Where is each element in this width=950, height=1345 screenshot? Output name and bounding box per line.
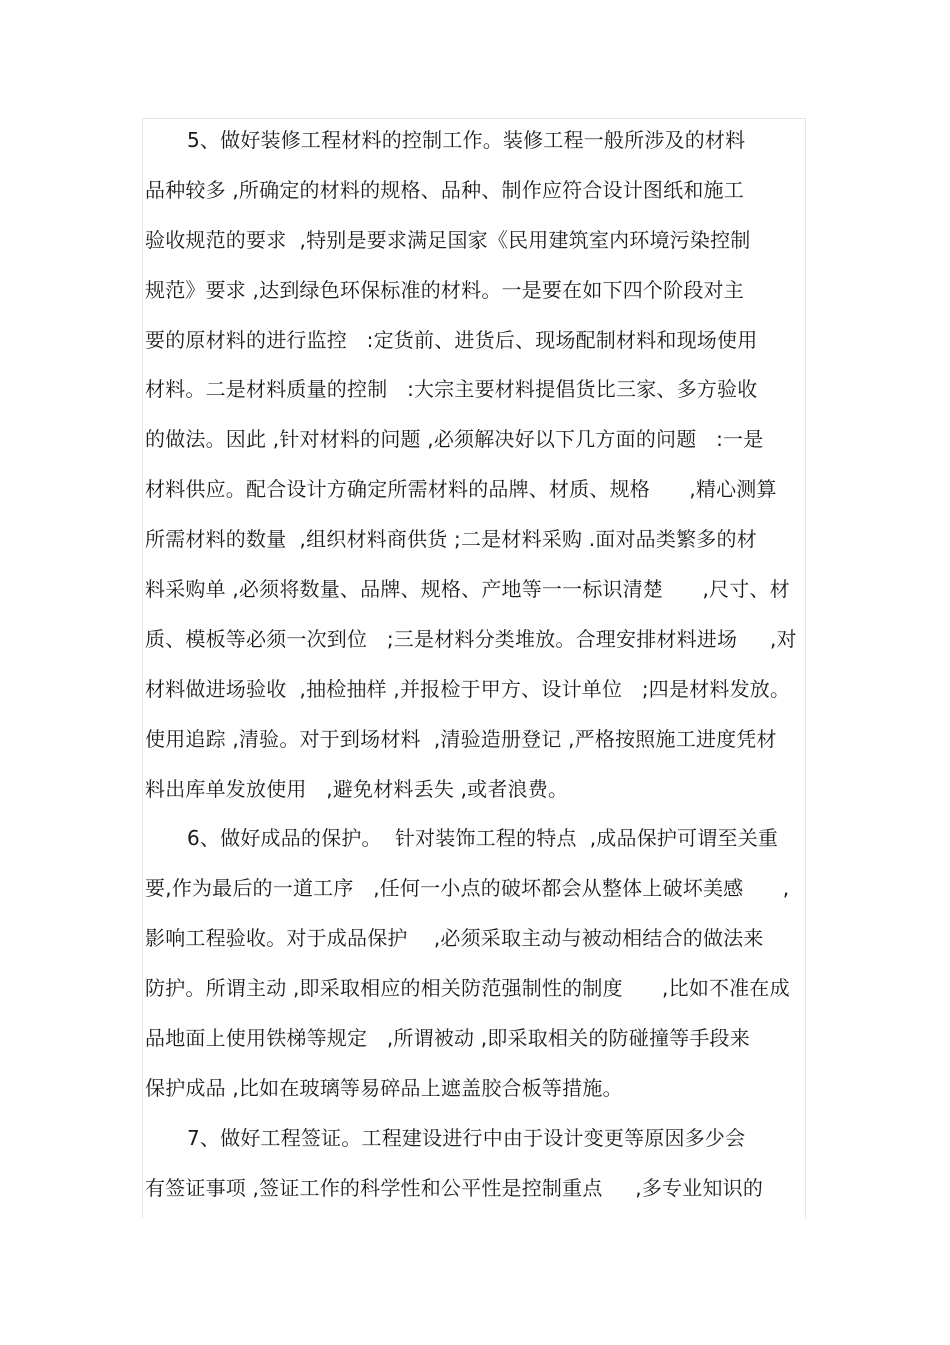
paragraph-6-line-3: 影响工程验收。对于成品保护 ,必须采取主动与被动相结合的做法来 [145,926,764,951]
paragraph-5-line-9: 所需材料的数量 ,组织材料商供货 ;二是材料采购 .面对品类繁多的材 [145,527,757,552]
paragraph-5-line-1: 5、做好装修工程材料的控制工作。装修工程一般所涉及的材料 [187,128,746,152]
paragraph-6-line-2: 要,作为最后的一道工序 ,任何一小点的破坏都会从整体上破坏美感 , [145,876,790,901]
paragraph-5-line-8: 材料供应。配合设计方确定所需材料的品牌、材质、规格 ,精心测算 [145,477,777,502]
paragraph-5-line-10: 料采购单 ,必须将数量、品牌、规格、产地等一一标识清楚 ,尺寸、材 [145,577,790,602]
paragraph-5-line-7: 的做法。因此 ,针对材料的问题 ,必须解决好以下几方面的问题 :一是 [145,427,764,452]
paragraph-5-line-14: 料出库单发放使用 ,避免材料丢失 ,或者浪费。 [145,776,569,801]
paragraph-7-line-2: 有签证事项 ,签证工作的科学性和公平性是控制重点 ,多专业知识的 [145,1175,764,1200]
paragraph-6-line-5: 品地面上使用铁梯等规定 ,所谓被动 ,即采取相关的防碰撞等手段来 [145,1026,750,1051]
paragraph-6-line-1: 6、做好成品的保护。 针对装饰工程的特点 ,成品保护可谓至关重 [187,826,779,851]
paragraph-5-line-2: 品种较多 ,所确定的材料的规格、品种、制作应符合设计图纸和施工 [145,177,744,202]
paragraph-5-line-13: 使用追踪 ,清验。对于到场材料 ,清验造册登记 ,严格按照施工进度凭材 [145,726,777,751]
paragraph-6-line-4: 防护。所谓主动 ,即采取相应的相关防范强制性的制度 ,比如不准在成 [145,976,790,1001]
paragraph-5-line-6: 材料。二是材料质量的控制 :大宗主要材料提倡货比三家、多方验收 [145,377,758,402]
paragraph-5-line-12: 材料做进场验收 ,抽检抽样 ,并报检于甲方、设计单位 ;四是材料发放。 [145,676,791,701]
paragraph-7-line-1: 7、做好工程签证。工程建设进行中由于设计变更等原因多少会 [187,1125,746,1150]
paragraph-5-line-4: 规范》要求 ,达到绿色环保标准的材料。一是要在如下四个阶段对主 [145,277,744,302]
paragraph-6-line-6: 保护成品 ,比如在玻璃等易碎品上遮盖胶合板等措施。 [145,1075,623,1100]
document-body [145,116,809,1214]
paragraph-5-line-3: 验收规范的要求 ,特别是要求满足国家《民用建筑室内环境污染控制 [145,227,751,252]
paragraph-5-line-5: 要的原材料的进行监控 :定货前、进货后、现场配制材料和现场使用 [145,327,758,352]
paragraph-5-line-11: 质、模板等必须一次到位 ;三是材料分类堆放。合理安排材料进场 ,对 [145,626,797,651]
